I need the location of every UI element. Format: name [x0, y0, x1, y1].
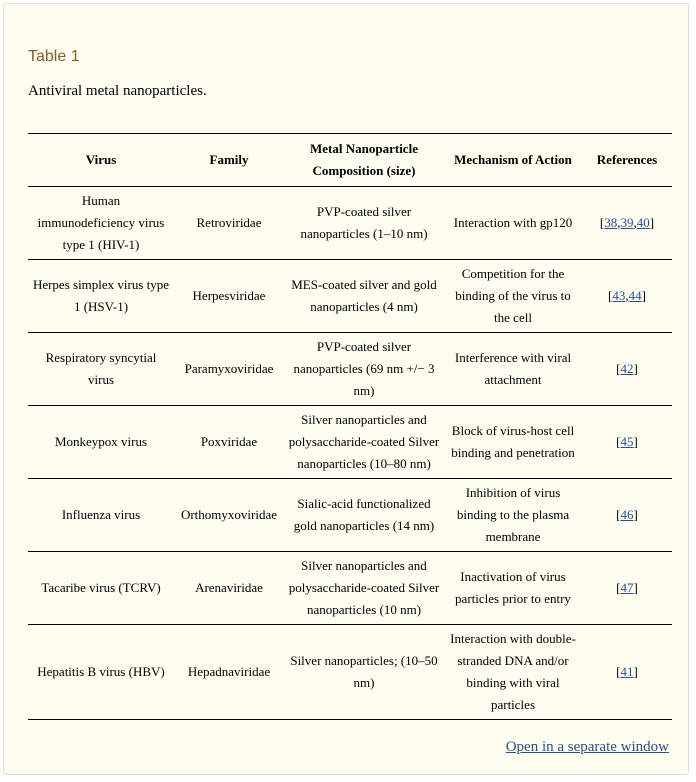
table-header-row: [28, 134, 672, 187]
header-mechanism: Mechanism of Action: [444, 134, 582, 187]
cell-mechanism: Interference with viral attachment: [444, 333, 582, 406]
cell-mechanism: Block of virus-host cell binding and penetration: [444, 406, 582, 479]
cell-virus: Tacaribe virus (TCRV): [28, 552, 174, 625]
antiviral-nanoparticles-table: [28, 133, 672, 720]
cell-virus: Respiratory syncytial virus: [28, 333, 174, 406]
cell-virus: Herpes simplex virus type 1 (HSV-1): [28, 260, 174, 333]
reference-link[interactable]: 47: [620, 580, 634, 595]
cell-references: [47]: [582, 552, 672, 625]
reference-link[interactable]: 46: [620, 507, 634, 522]
cell-references: [42]: [582, 333, 672, 406]
cell-composition: Silver nanoparticles and polysaccharide-coated Silver nanoparticles (10 nm): [284, 552, 444, 625]
header-family: Family: [174, 134, 284, 187]
cell-references: [46]: [582, 479, 672, 552]
cell-mechanism: Interaction with double-stranded DNA and/or binding with viral particles: [444, 625, 582, 720]
cell-family: Orthomyxoviridae: [174, 479, 284, 552]
cell-mechanism: Interaction with gp120: [444, 187, 582, 260]
cell-composition: Silver nanoparticles; (10–50 nm): [284, 625, 444, 720]
table-row: [28, 187, 672, 260]
table-caption: Antiviral metal nanoparticles.: [28, 83, 207, 99]
cell-family: Hepadnaviridae: [174, 625, 284, 720]
table-body: [28, 187, 672, 720]
cell-composition: PVP-coated silver nanoparticles (69 nm +/− 3 nm): [284, 333, 444, 406]
cell-mechanism: Competition for the binding of the virus to the cell: [444, 260, 582, 333]
cell-family: Arenaviridae: [174, 552, 284, 625]
table-row: [28, 260, 672, 333]
cell-virus: Hepatitis B virus (HBV): [28, 625, 174, 720]
cell-composition: PVP-coated silver nanoparticles (1–10 nm): [284, 187, 444, 260]
table-row: [28, 333, 672, 406]
cell-virus: Human immunodeficiency virus type 1 (HIV-1): [28, 187, 174, 260]
cell-composition: Sialic-acid functionalized gold nanoparticles (14 nm): [284, 479, 444, 552]
cell-composition: MES-coated silver and gold nanoparticles (4 nm): [284, 260, 444, 333]
table-row: [28, 625, 672, 720]
reference-link[interactable]: 40: [636, 215, 650, 230]
header-virus: Virus: [28, 134, 174, 187]
cell-references: [41]: [582, 625, 672, 720]
table-panel: [3, 3, 689, 775]
cell-references: [43,44]: [582, 260, 672, 333]
cell-references: [38,39,40]: [582, 187, 672, 260]
header-composition: Metal Nanoparticle Composition (size): [284, 134, 444, 187]
cell-composition: Silver nanoparticles and polysaccharide-coated Silver nanoparticles (10–80 nm): [284, 406, 444, 479]
reference-link[interactable]: 38: [604, 215, 618, 230]
reference-link[interactable]: 44: [628, 288, 642, 303]
cell-family: Herpesviridae: [174, 260, 284, 333]
cell-virus: Influenza virus: [28, 479, 174, 552]
cell-mechanism: Inhibition of virus binding to the plasma membrane: [444, 479, 582, 552]
reference-link[interactable]: 41: [620, 664, 634, 679]
table-row: [28, 552, 672, 625]
reference-link[interactable]: 43: [612, 288, 626, 303]
cell-references: [45]: [582, 406, 672, 479]
reference-link[interactable]: 45: [620, 434, 634, 449]
open-separate-window-link[interactable]: Open in a separate window: [505, 739, 669, 755]
table-label: Table 1: [28, 48, 80, 65]
cell-virus: Monkeypox virus: [28, 406, 174, 479]
table-row: [28, 479, 672, 552]
table-row: [28, 406, 672, 479]
reference-link[interactable]: 39: [620, 215, 634, 230]
cell-family: Poxviridae: [174, 406, 284, 479]
cell-family: Paramyxoviridae: [174, 333, 284, 406]
cell-mechanism: Inactivation of virus particles prior to entry: [444, 552, 582, 625]
reference-link[interactable]: 42: [620, 361, 634, 376]
header-references: References: [582, 134, 672, 187]
cell-family: Retroviridae: [174, 187, 284, 260]
